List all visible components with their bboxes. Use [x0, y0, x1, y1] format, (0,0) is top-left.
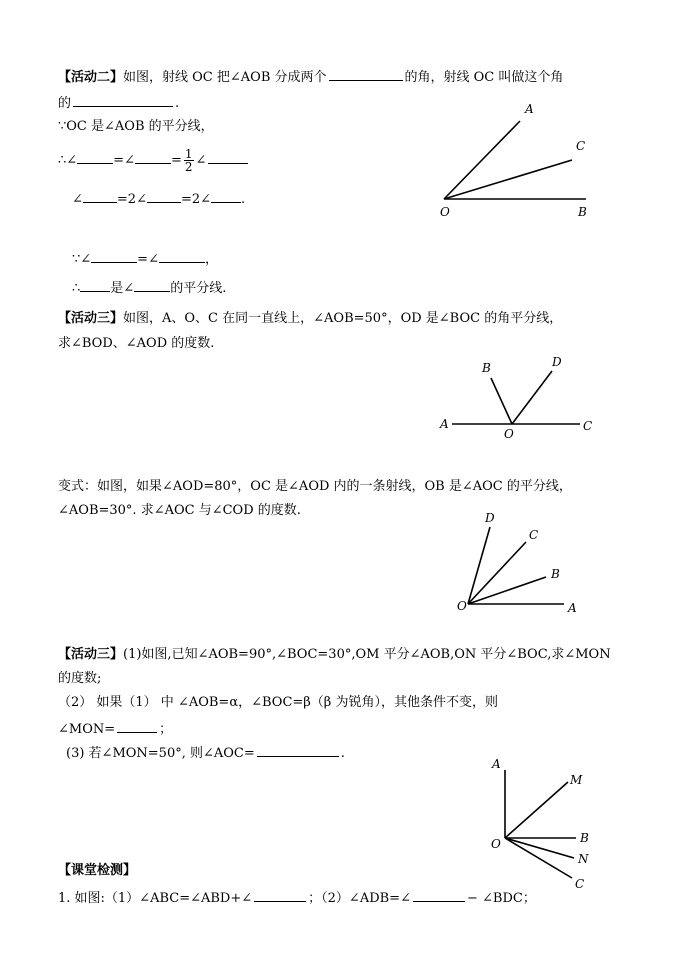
fig4-label-a: A	[492, 757, 501, 771]
check-l1-c: − ∠BDC；	[466, 891, 536, 906]
variant-line2: ∠AOB=30°. 求∠AOC 与∠COD 的度数.	[58, 503, 301, 518]
act2-text-1a: 如图，射线 OC 把∠AOB 分成两个	[123, 70, 327, 85]
act2-l7-pre: ∴	[72, 281, 81, 296]
act3b-l5-pre: (3) 若∠MON=50°, 则∠AOC=	[66, 746, 255, 761]
act3b-l5-end: .	[340, 746, 345, 761]
act2-l5-mid: =2∠	[116, 192, 147, 207]
act3-heading: 【活动三】	[58, 311, 124, 326]
check-heading: 【课堂检测】	[58, 863, 137, 878]
act3b-l4-pre: ∠MON=	[58, 722, 116, 737]
fig1-label-c: C	[576, 139, 586, 153]
act3b-l4-end: ；	[159, 722, 173, 737]
act2-text-2b: .	[175, 96, 180, 111]
ray-om	[505, 782, 568, 838]
act2-l6-end: ，	[204, 252, 218, 267]
act2-l7-mid: 是∠	[110, 281, 135, 296]
fig4-label-m: M	[570, 773, 583, 787]
fig4-label-n: N	[578, 852, 589, 866]
act2-line3: ∵OC 是∠AOB 的平分线，	[58, 119, 214, 134]
fig3-label-a: A	[568, 601, 577, 615]
fig4-label-c: C	[575, 877, 585, 891]
act3b-text-1: (1)如图,已知∠AOB=90°,∠BOC=30°,OM 平分∠AOB,ON 平分∠BOC,求∠MON	[123, 647, 611, 662]
act2-l6-pre: ∵∠	[72, 252, 92, 267]
act2-text-1b: 的角，射线 OC 叫做这个角	[404, 70, 564, 85]
act2-l4-eq: =∠	[113, 153, 135, 168]
check-blank-1[interactable]	[254, 887, 306, 902]
fig3-label-o: O	[457, 599, 467, 613]
fig2-label-b: B	[482, 361, 491, 375]
act2-l5-mid2: =2∠	[180, 192, 212, 207]
check-blank-2[interactable]	[413, 887, 465, 902]
act2-l4-pre: ∴∠	[58, 153, 78, 168]
variant-line1: 变式：如图，如果∠AOD=80°，OC 是∠AOD 内的一条射线，OB 是∠AOC 的平分线，	[58, 479, 572, 494]
act3b-line2: 的度数;	[58, 671, 102, 686]
act2-l5-ang: ∠	[72, 192, 83, 207]
fig4-label-b: B	[580, 831, 589, 845]
act2-l4-ang: ∠	[195, 153, 207, 168]
fig4-label-o: O	[491, 837, 501, 851]
act2-l4-eq2: =	[170, 153, 182, 168]
fraction-numerator: 1	[184, 147, 193, 161]
check-line1	[58, 887, 536, 908]
fig2-label-o: O	[504, 427, 514, 441]
fig3-label-c: C	[529, 528, 539, 542]
fig1-label-o: O	[440, 205, 450, 219]
act3b-line3: （2） 如果（1） 中 ∠AOB=α，∠BOC=β（β 为锐角），其他条件不变，则	[58, 695, 498, 710]
fig3-label-d: D	[485, 511, 495, 525]
fig1-label-b: B	[578, 205, 587, 219]
check-l1-b: ；（2）∠ADB=∠	[308, 891, 411, 906]
ray-oc	[505, 838, 572, 878]
act3b-heading: 【活动三】	[58, 647, 124, 662]
act2-l6-mid: =∠	[137, 252, 159, 267]
act2-l7-end: 的平分线.	[170, 281, 227, 296]
act2-text-2a: 的	[58, 96, 72, 111]
act2-l5-end: .	[241, 192, 246, 207]
fig1-label-a: A	[525, 102, 534, 116]
ray-on	[505, 838, 574, 858]
act2-heading: 【活动二】	[58, 70, 124, 85]
fig2-label-c: C	[583, 419, 593, 433]
fraction-denominator: 2	[184, 160, 193, 174]
act3-line2: 求∠BOD、∠AOD 的度数.	[58, 336, 215, 351]
act3-text-1: 如图，A、O、C 在同一直线上，∠AOB=50°，OD 是∠BOC 的角平分线，	[123, 311, 563, 326]
fig2-label-a: A	[440, 417, 449, 431]
check-l1-a: 1. 如图:（1）∠ABC=∠ABD+∠	[58, 891, 253, 906]
fig2-label-d: D	[552, 355, 562, 369]
fig3-label-b: B	[551, 567, 560, 581]
